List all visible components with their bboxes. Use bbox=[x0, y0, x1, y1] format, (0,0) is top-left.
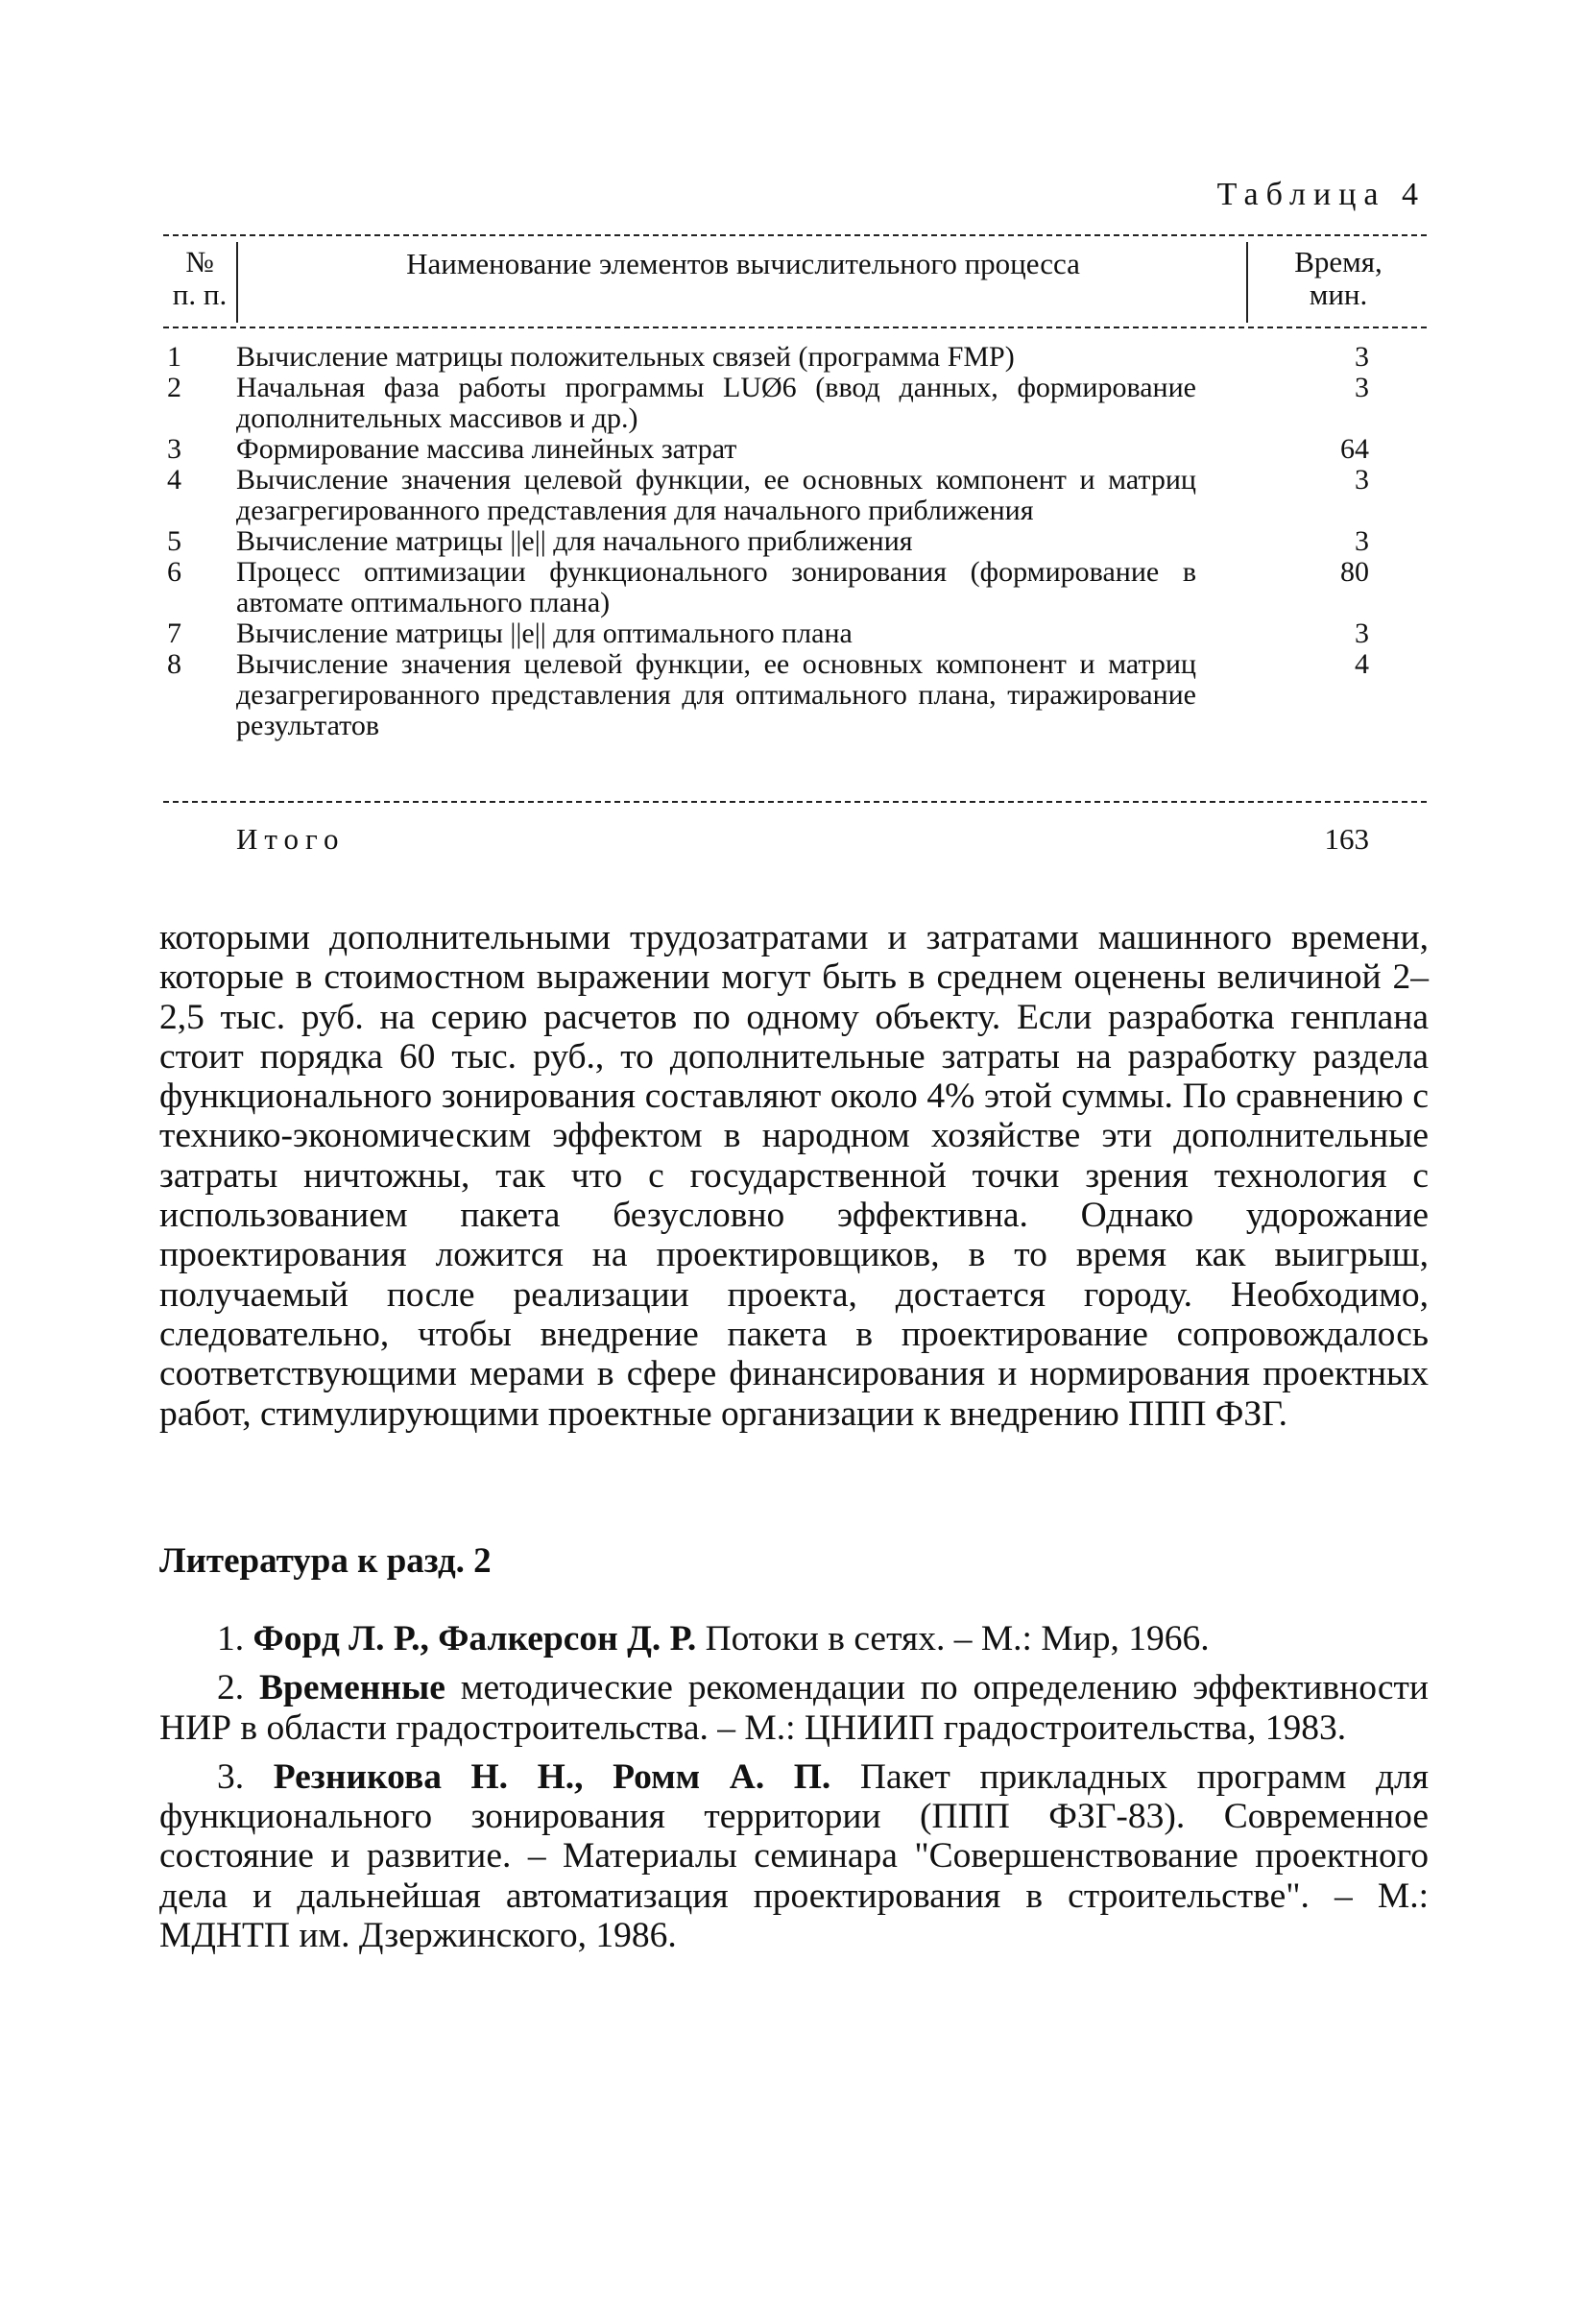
references-heading: Литература к разд. 2 bbox=[159, 1541, 492, 1581]
row-number: 6 bbox=[167, 556, 181, 588]
row-name: Вычисление значения целевой функции, ее основных компонент и матриц дезагрегированного представления для оптимального плана, тиражирование результатов bbox=[236, 648, 1196, 741]
row-name: Вычисление матрицы ||e|| для начального приближения bbox=[236, 525, 913, 557]
row-time: 4 bbox=[1355, 648, 1369, 680]
total-value: 163 bbox=[1324, 822, 1369, 856]
reference-text: Пакет прикладных программ для функционального зонирования территории (ППП ФЗГ-83). Современное состояние и развитие. – Материалы семинара "Совершенствование проектного дела и дальнейшая автоматизация проектирования в строительстве". – М.: МДНТП им. Дзержинского, 1986. bbox=[159, 1756, 1429, 1956]
reference-item bbox=[159, 1619, 1429, 1658]
reference-number: 1. bbox=[217, 1619, 245, 1658]
table-row bbox=[163, 557, 1427, 618]
row-name: Процесс оптимизации функционального зонирования (формирование в автомате оптимального плана) bbox=[236, 556, 1196, 618]
row-number: 7 bbox=[167, 617, 181, 649]
row-number: 4 bbox=[167, 464, 181, 496]
table-row bbox=[163, 526, 1427, 557]
row-number: 5 bbox=[167, 525, 181, 557]
row-time: 3 bbox=[1355, 464, 1369, 496]
process-table bbox=[163, 234, 1427, 856]
table-caption: Таблица 4 bbox=[1216, 177, 1426, 212]
table-row bbox=[163, 618, 1427, 649]
reference-authors: Резникова Н. Н., Ромм А. П. bbox=[273, 1756, 831, 1797]
row-number: 2 bbox=[167, 372, 181, 403]
reference-item bbox=[159, 1668, 1429, 1748]
total-label: Итого bbox=[236, 822, 346, 856]
table-body bbox=[163, 342, 1427, 741]
row-name: Вычисление значения целевой функции, ее основных компонент и матриц дезагрегированного представления для начального приближения bbox=[236, 464, 1196, 526]
table-row bbox=[163, 649, 1427, 741]
header-name: Наименование элементов вычислительного процесса bbox=[406, 247, 1080, 280]
row-time: 3 bbox=[1355, 341, 1369, 373]
table-header-rule bbox=[163, 327, 1427, 328]
reference-item bbox=[159, 1757, 1429, 1955]
row-name: Вычисление матрицы положительных связей (программа FMP) bbox=[236, 341, 1015, 373]
body-paragraph: которыми дополнительными трудозатратами и затратами машинного времени, которые в стоимостном выражении могут быть в среднем оценены величиной 2–2,5 тыс. руб. на серию расчетов по одному объекту. Если разработка генплана стоит порядка 60 тыс. руб., то дополнительные затраты на разработку раздела функционального зонирования составляют около 4% этой суммы. По сравнению с технико-экономическим эффектом в народном хозяйстве эти дополнительные затраты ничтожны, так что с государственной точки зрения технология с использованием пакета безусловно эффективна. Однако удорожание проектирования ложится на проектировщиков, в то время как выигрыш, получаемый после реализации проекта, достается городу. Необходимо, следовательно, чтобы внедрение пакета в проектирование сопровождалось соответствующими мерами в сфере финансирования и нормирования проектных работ, стимулирующими проектные организации к внедрению ППП ФЗГ. bbox=[159, 918, 1429, 1434]
row-time: 64 bbox=[1340, 433, 1369, 465]
header-time: Время, мин. bbox=[1294, 245, 1383, 311]
row-number: 3 bbox=[167, 433, 181, 465]
row-name: Начальная фаза работы программы LUØ6 (ввод данных, формирование дополнительных массивов и др.) bbox=[236, 372, 1196, 434]
header-number: № п. п. bbox=[172, 245, 228, 311]
row-number: 8 bbox=[167, 648, 181, 680]
row-name: Формирование массива линейных затрат bbox=[236, 433, 737, 465]
row-number: 1 bbox=[167, 341, 181, 373]
reference-text: методические рекомендации по определению эффективности НИР в области градостроительства. – М.: ЦНИИП градостроительства, 1983. bbox=[159, 1668, 1430, 1748]
row-time: 3 bbox=[1355, 617, 1369, 649]
reference-number: 2. bbox=[217, 1668, 245, 1708]
table-row bbox=[163, 465, 1427, 526]
row-time: 3 bbox=[1355, 372, 1369, 403]
table-row bbox=[163, 434, 1427, 465]
row-time: 3 bbox=[1355, 525, 1369, 557]
reference-authors: Временные bbox=[259, 1668, 445, 1708]
table-bottom-rule bbox=[163, 801, 1427, 803]
header-divider-right bbox=[1246, 242, 1248, 323]
row-time: 80 bbox=[1340, 556, 1369, 588]
table-total-row bbox=[163, 822, 1427, 857]
reference-number: 3. bbox=[217, 1756, 245, 1797]
table-row bbox=[163, 373, 1427, 434]
header-divider-left bbox=[236, 242, 238, 323]
reference-text: Потоки в сетях. – М.: Мир, 1966. bbox=[696, 1619, 1210, 1658]
table-top-rule bbox=[163, 234, 1427, 236]
row-name: Вычисление матрицы ||e|| для оптимального плана bbox=[236, 617, 853, 649]
references-list bbox=[159, 1619, 1429, 1965]
reference-authors: Форд Л. Р., Фалкерсон Д. Р. bbox=[252, 1619, 697, 1658]
table-row bbox=[163, 342, 1427, 373]
